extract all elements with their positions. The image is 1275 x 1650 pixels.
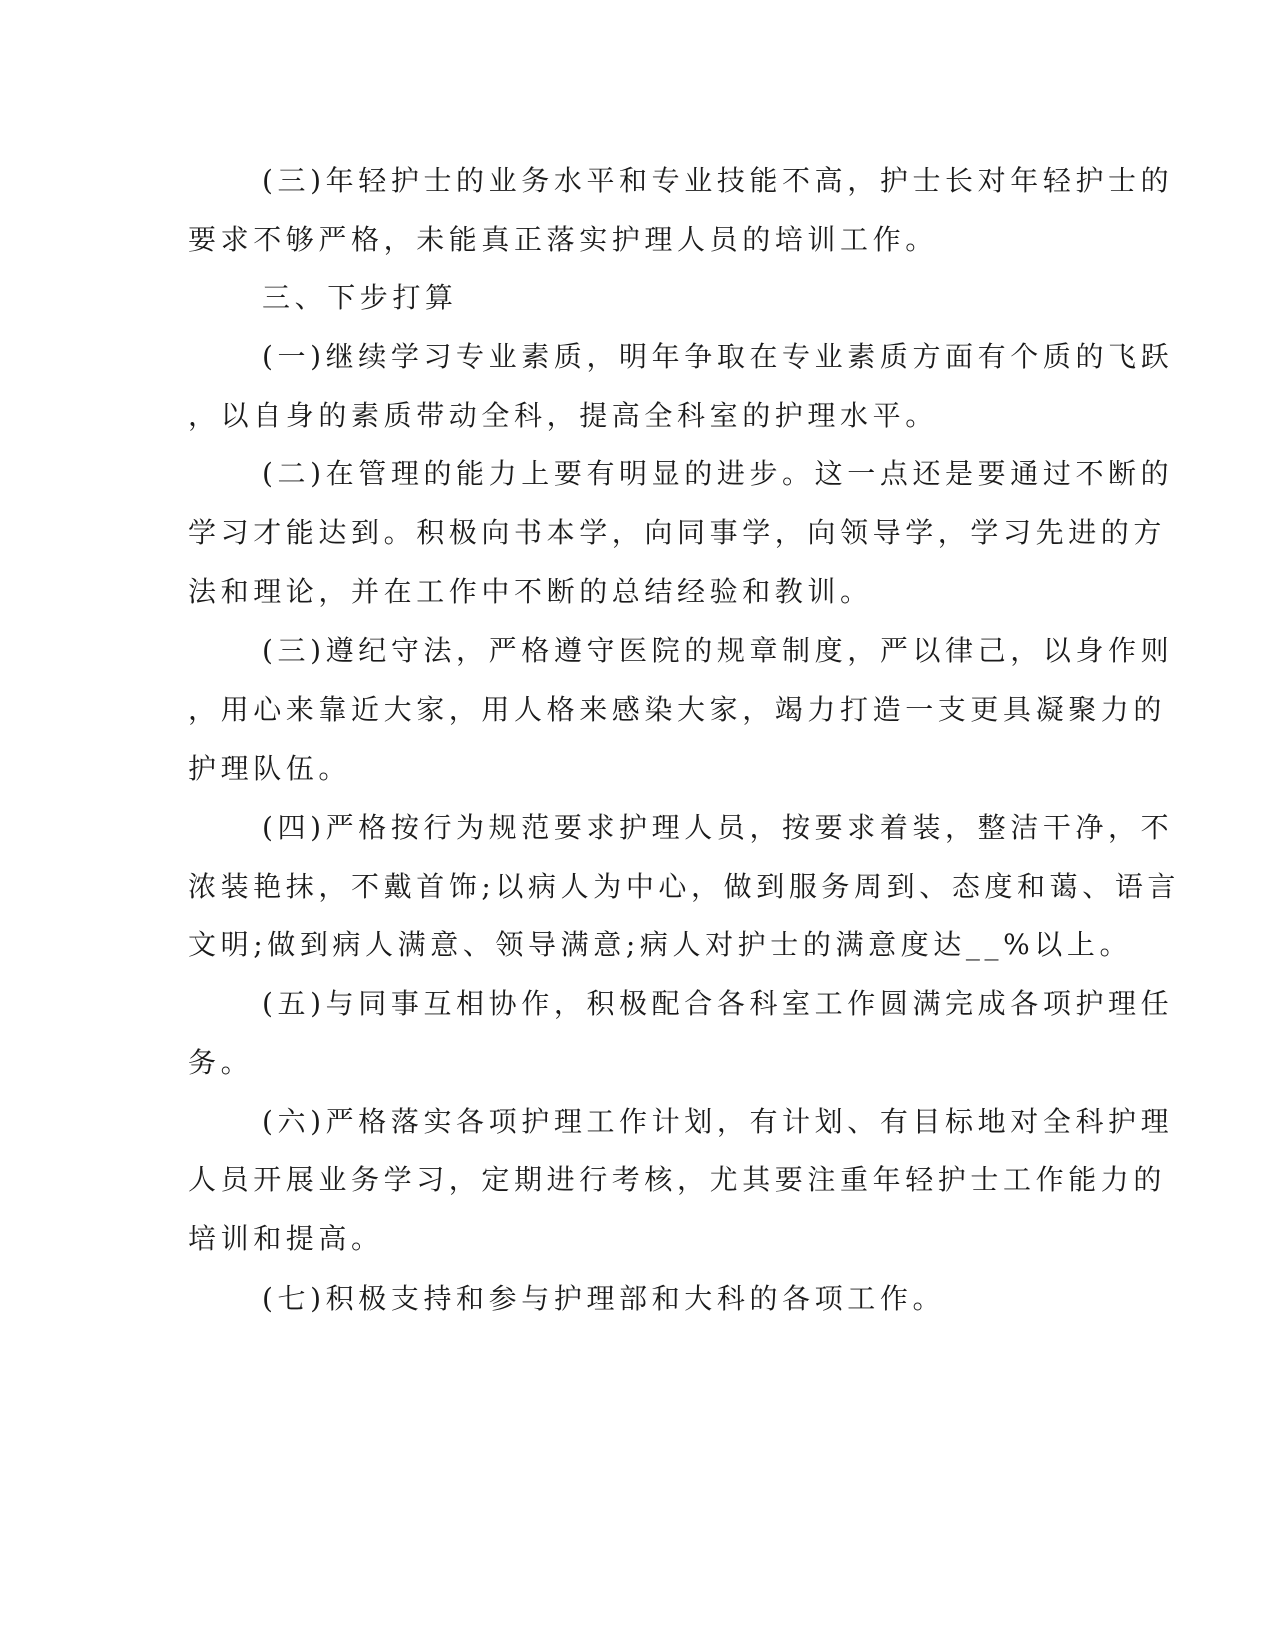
paragraph-line: (七)积极支持和参与护理部和大科的各项工作。 [262,1282,946,1315]
paragraph-line: (二)在管理的能力上要有明显的进步。这一点还是要通过不断的 [262,457,1174,490]
paragraph-line: 浓装艳抹，不戴首饰;以病人为中心，做到服务周到、态度和蔼、语言 [188,870,1181,903]
paragraph-line: (四)严格按行为规范要求护理人员，按要求着装，整洁干净，不 [262,811,1174,844]
paragraph-line: (一)继续学习专业素质，明年争取在专业素质方面有个质的飞跃 [262,340,1174,373]
section-heading: 三、下步打算 [262,281,458,314]
paragraph-line: 文明;做到病人满意、领导满意;病人对护士的满意度达__%以上。 [188,928,1133,961]
paragraph-line: 护理队伍。 [188,752,352,785]
paragraph-line: 培训和提高。 [188,1222,384,1255]
paragraph-line: (五)与同事互相协作，积极配合各科室工作圆满完成各项护理任 [262,987,1174,1020]
paragraph-line: 法和理论，并在工作中不断的总结经验和教训。 [188,575,873,608]
paragraph-line: ，用心来靠近大家，用人格来感染大家，竭力打造一支更具凝聚力的 [188,693,1167,726]
paragraph-line: 要求不够严格，未能真正落实护理人员的培训工作。 [188,223,938,256]
paragraph-line: (六)严格落实各项护理工作计划，有计划、有目标地对全科护理 [262,1105,1174,1138]
paragraph-line: (三)遵纪守法，严格遵守医院的规章制度，严以律己，以身作则 [262,634,1174,667]
paragraph-line: (三)年轻护士的业务水平和专业技能不高，护士长对年轻护士的 [262,164,1174,197]
paragraph-line: 人员开展业务学习，定期进行考核，尤其要注重年轻护士工作能力的 [188,1163,1167,1196]
paragraph-line: 务。 [188,1046,254,1079]
paragraph-line: 学习才能达到。积极向书本学，向同事学，向领导学，学习先进的方 [188,516,1167,549]
paragraph-line: ，以自身的素质带动全科，提高全科室的护理水平。 [188,399,938,432]
